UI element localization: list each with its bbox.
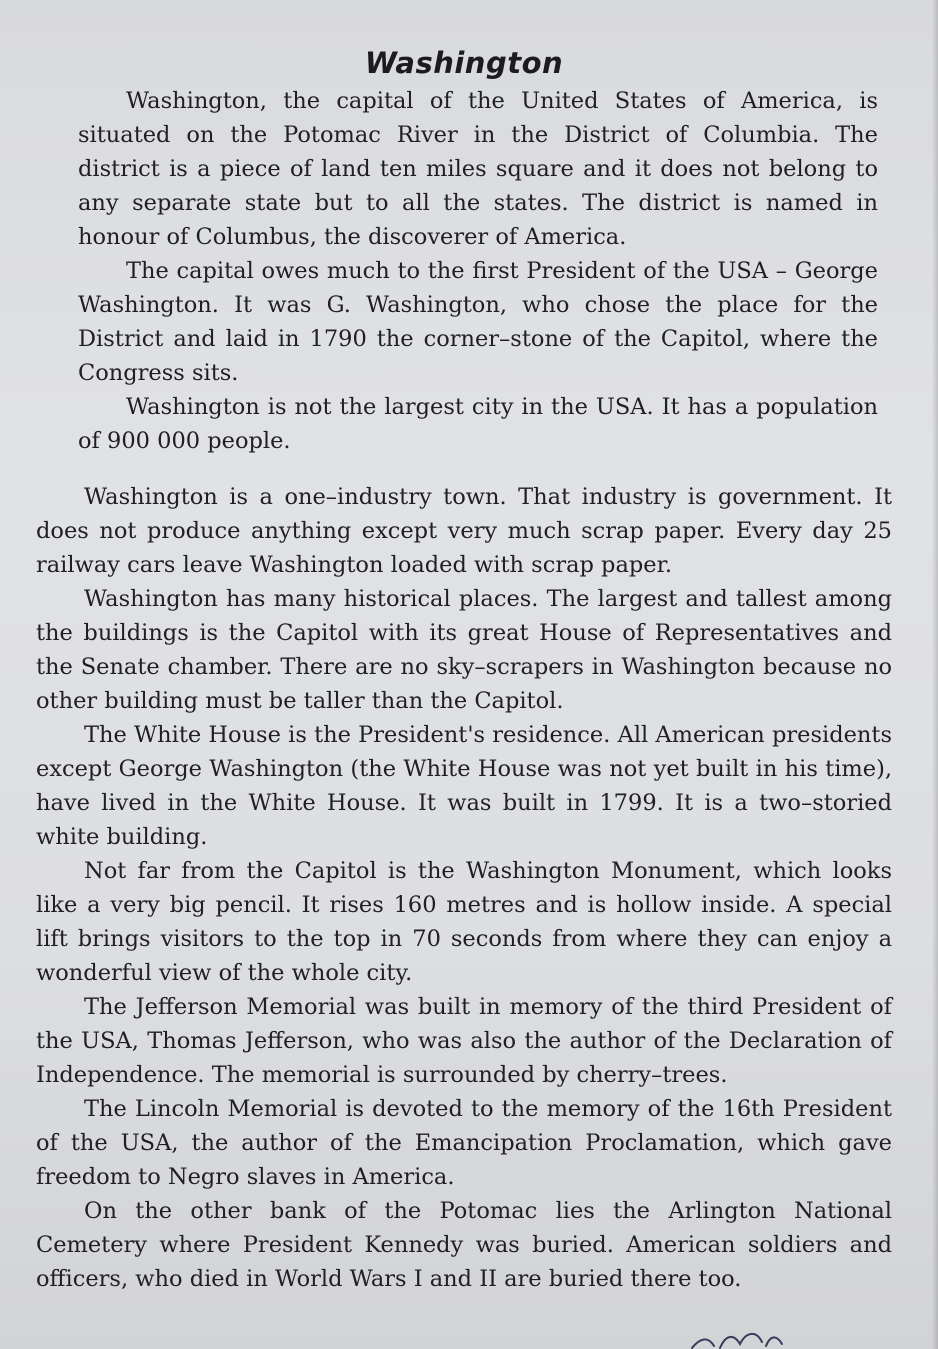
page-title: Washington: [364, 46, 564, 80]
paragraph-historical-places: Washington has many historical places. The largest and tallest among the buildings is the Capitol with its great House of Representatives and the Senate chamber. There are no sky–scrapers in Washington because no other building must be taller than the Capitol.: [36, 586, 892, 714]
section-gap: [36, 458, 892, 480]
paragraph-jefferson-memorial: The Jefferson Memorial was built in memory of the third President of the USA, Thomas Jefferson, who was also the author of the Declaration of Independence. The memorial is surrounded by cherry–trees.: [36, 994, 892, 1088]
paragraph-population: Washington is not the largest city in the USA. It has a population of 900 000 people.: [78, 394, 878, 454]
upper-text-block: [36, 84, 892, 458]
paragraph-industry: Washington is a one–industry town. That industry is government. It does not produce anything except very much scrap paper. Every day 25 railway cars leave Washington loaded with scrap paper.: [36, 484, 892, 578]
main-text-column: [36, 46, 892, 1296]
paragraph-arlington-cemetery: On the other bank of the Potomac lies the Arlington National Cemetery where President Kennedy was buried. American soldiers and officers, who died in World Wars I and II are buried there too.: [36, 1198, 892, 1292]
paragraph-lincoln-memorial: The Lincoln Memorial is devoted to the memory of the 16th President of the USA, the author of the Emancipation Proclamation, which gave freedom to Negro slaves in America.: [36, 1096, 892, 1190]
handwritten-scribble-icon: [690, 1328, 790, 1349]
paragraph-george-washington: The capital owes much to the first President of the USA – George Washington. It was G. Washington, who chose the place for the District and laid in 1790 the corner–stone of the Capitol, where the Congress sits.: [78, 258, 878, 386]
paragraph-washington-monument: Not far from the Capitol is the Washington Monument, which looks like a very big pencil. It rises 160 metres and is hollow inside. A special lift brings visitors to the top in 70 seconds from where they can enjoy a wonderful view of the whole city.: [36, 858, 892, 986]
lower-text-block: [36, 480, 892, 1296]
paragraph-location: Washington, the capital of the United States of America, is situated on the Potomac River in the District of Columbia. The district is a piece of land ten miles square and it does not belong to any separate state but to all the states. The district is named in honour of Columbus, the discoverer of America.: [78, 88, 878, 250]
page-edge-shadow: [932, 0, 938, 1349]
paragraph-white-house: The White House is the President's residence. All American presidents except George Washington (the White House was not yet built in his time), have lived in the White House. It was built in 1799. It is a two–storied white building.: [36, 722, 892, 850]
